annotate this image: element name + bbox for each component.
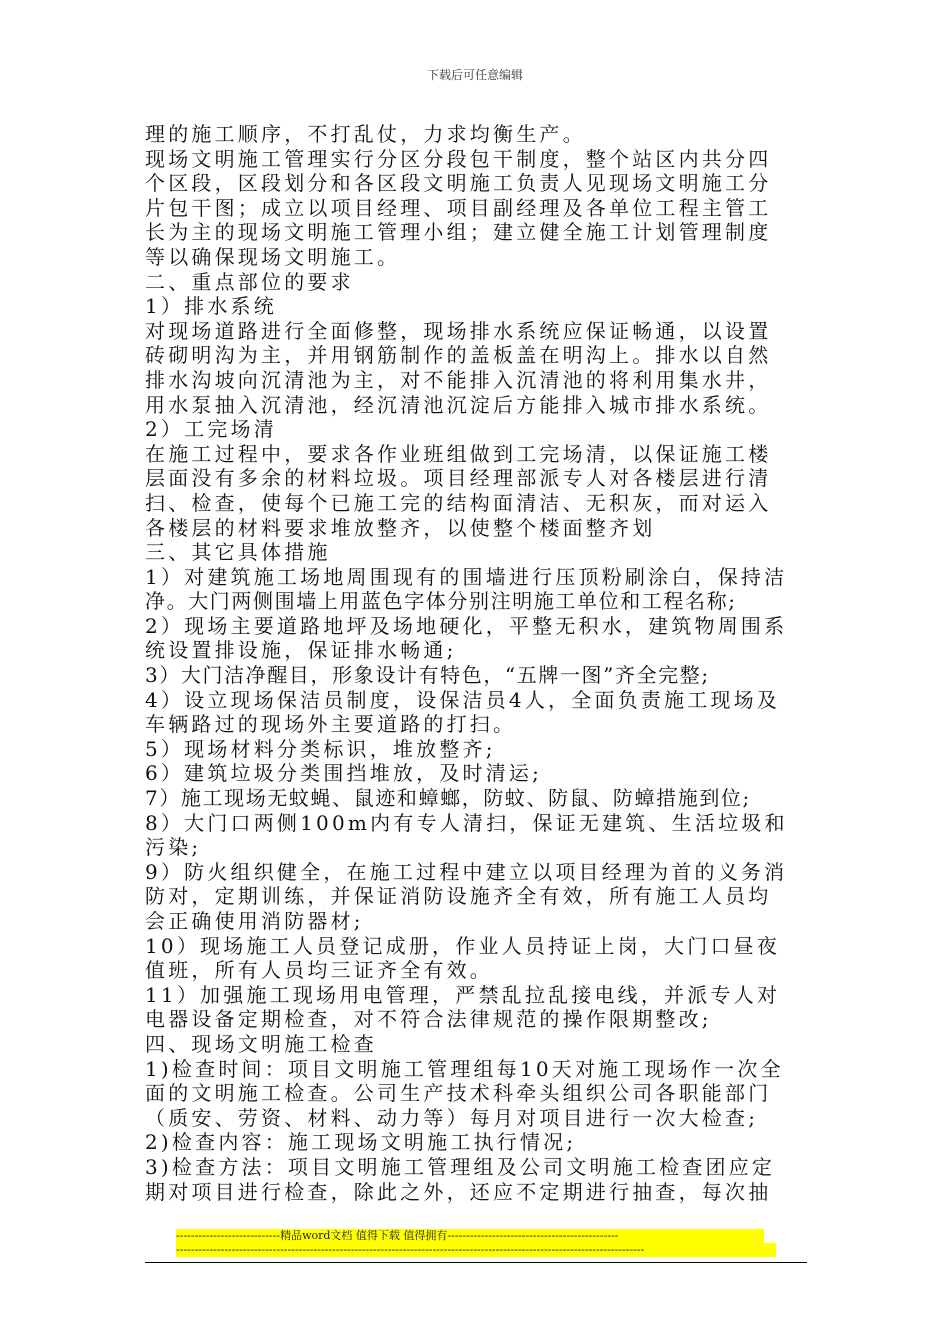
body-line: 4）设立现场保洁员制度，设保洁员4人，全面负责施工现场及: [145, 687, 781, 712]
body-line: 8）大门口两侧100m内有专人清扫，保证无建筑、生活垃圾和: [145, 810, 788, 835]
body-line: 2）现场主要道路地坪及场地硬化，平整无积水，建筑物周围系: [145, 613, 788, 638]
body-line: 11）加强施工现场用电管理，严禁乱拉乱接电线，并派专人对: [145, 982, 781, 1007]
body-line: 排水沟坡向沉清池为主，对不能排入沉清池的将利用集水井，: [145, 367, 772, 392]
body-line: 面的文明施工检查。公司生产技术科牵头组织公司各职能部门: [145, 1081, 772, 1106]
body-line: 等以确保现场文明施工。: [145, 244, 401, 269]
body-line: 片包干图；成立以项目经理、项目副经理及各单位工程主管工: [145, 195, 772, 220]
body-line: 电器设备定期检查，对不符合法律规范的操作限期整改;: [145, 1007, 712, 1032]
body-line: 各楼层的材料要求堆放整齐，以使整个楼面整齐划: [145, 515, 656, 540]
body-line: 3)检查方法：项目文明施工管理组及公司文明施工检查团应定: [145, 1154, 776, 1179]
body-line: 车辆路过的现场外主要道路的打扫。: [145, 712, 517, 737]
body-line: 1)检查时间：项目文明施工管理组每10天对施工现场作一次全: [145, 1056, 784, 1081]
body-line: 5）现场材料分类标识，堆放整齐;: [145, 736, 496, 761]
body-line: 对现场道路进行全面修整，现场排水系统应保证畅通，以设置: [145, 318, 772, 343]
footer-divider: [145, 1262, 807, 1263]
body-line: 2)检查内容：施工现场文明施工执行情况;: [145, 1130, 577, 1155]
body-line: 防对，定期训练，并保证消防设施齐全有效，所有施工人员均: [145, 884, 772, 909]
body-line: 污染;: [145, 835, 202, 860]
body-line: 个区段，区段划分和各区段文明施工负责人见现场文明施工分: [145, 171, 772, 196]
body-line: 值班，所有人员均三证齐全有效。: [145, 958, 493, 983]
body-line: （质安、劳资、材料、动力等）每月对项目进行一次大检查;: [145, 1105, 759, 1130]
body-line: 3）大门洁净醒目，形象设计有特色，“五牌一图”齐全完整;: [145, 663, 710, 688]
body-line: 扫、检查，使每个已施工完的结构面清洁、无积灰，而对运入: [145, 490, 772, 515]
body-line: 9）防火组织健全，在施工过程中建立以项目经理为首的义务消: [145, 859, 788, 884]
body-line: 会正确使用消防器材;: [145, 909, 364, 933]
body-line: 2）工完场清: [145, 417, 277, 442]
body-line: 四、现场文明施工检查: [145, 1031, 377, 1056]
body-line: 层面没有多余的材料垃圾。项目经理部派专人对各楼层进行清: [145, 466, 772, 491]
body-line: 长为主的现场文明施工管理小组；建立健全施工计划管理制度: [145, 220, 772, 245]
body-line: 10）现场施工人员登记成册，作业人员持证上岗，大门口昼夜: [145, 933, 781, 958]
body-line: 砖砌明沟为主，并用钢筋制作的盖板盖在明沟上。排水以自然: [145, 343, 772, 368]
body-line: 现场文明施工管理实行分区分段包干制度，整个站区内共分四: [145, 146, 772, 171]
body-line: 二、重点部位的要求: [145, 269, 354, 294]
body-line: 6）建筑垃圾分类围挡堆放，及时清运;: [145, 761, 543, 786]
page-header: 下载后可任意编辑: [426, 68, 523, 82]
body-line: 1）对建筑施工场地周围现有的围墙进行压顶粉刷涂白，保持洁: [145, 564, 788, 589]
body-line: 1）排水系统: [145, 294, 277, 319]
body-line: 7）施工现场无蚊蝇、鼠迹和蟑螂，防蚊、防鼠、防蟑措施到位;: [145, 786, 751, 811]
document-body: [145, 122, 810, 1204]
body-line: 用水泵抽入沉清池，经沉清池沉淀后方能排入城市排水系统。: [145, 392, 772, 417]
body-line: 三、其它具体措施: [145, 540, 331, 565]
body-line: 在施工过程中，要求各作业班组做到工完场清，以保证施工楼: [145, 441, 772, 466]
footer-banner: [176, 1229, 776, 1257]
body-line: 期对项目进行检查，除此之外，还应不定期进行抽查，每次抽: [145, 1179, 772, 1204]
footer-banner-line-1: ----------------------------精品word文档 值得下载 值得拥有----------------------------------------------: [176, 1229, 764, 1243]
body-line: 统设置排设施，保证排水畅通;: [145, 638, 457, 663]
body-line: 理的施工顺序，不打乱仗，力求均衡生产。: [145, 122, 586, 146]
body-line: 净。大门两侧围墙上用蓝色字体分别注明施工单位和工程名称;: [145, 589, 737, 614]
footer-banner-line-2: ------------------------------------------------------------------------------------------------------------------------------: [176, 1243, 776, 1257]
